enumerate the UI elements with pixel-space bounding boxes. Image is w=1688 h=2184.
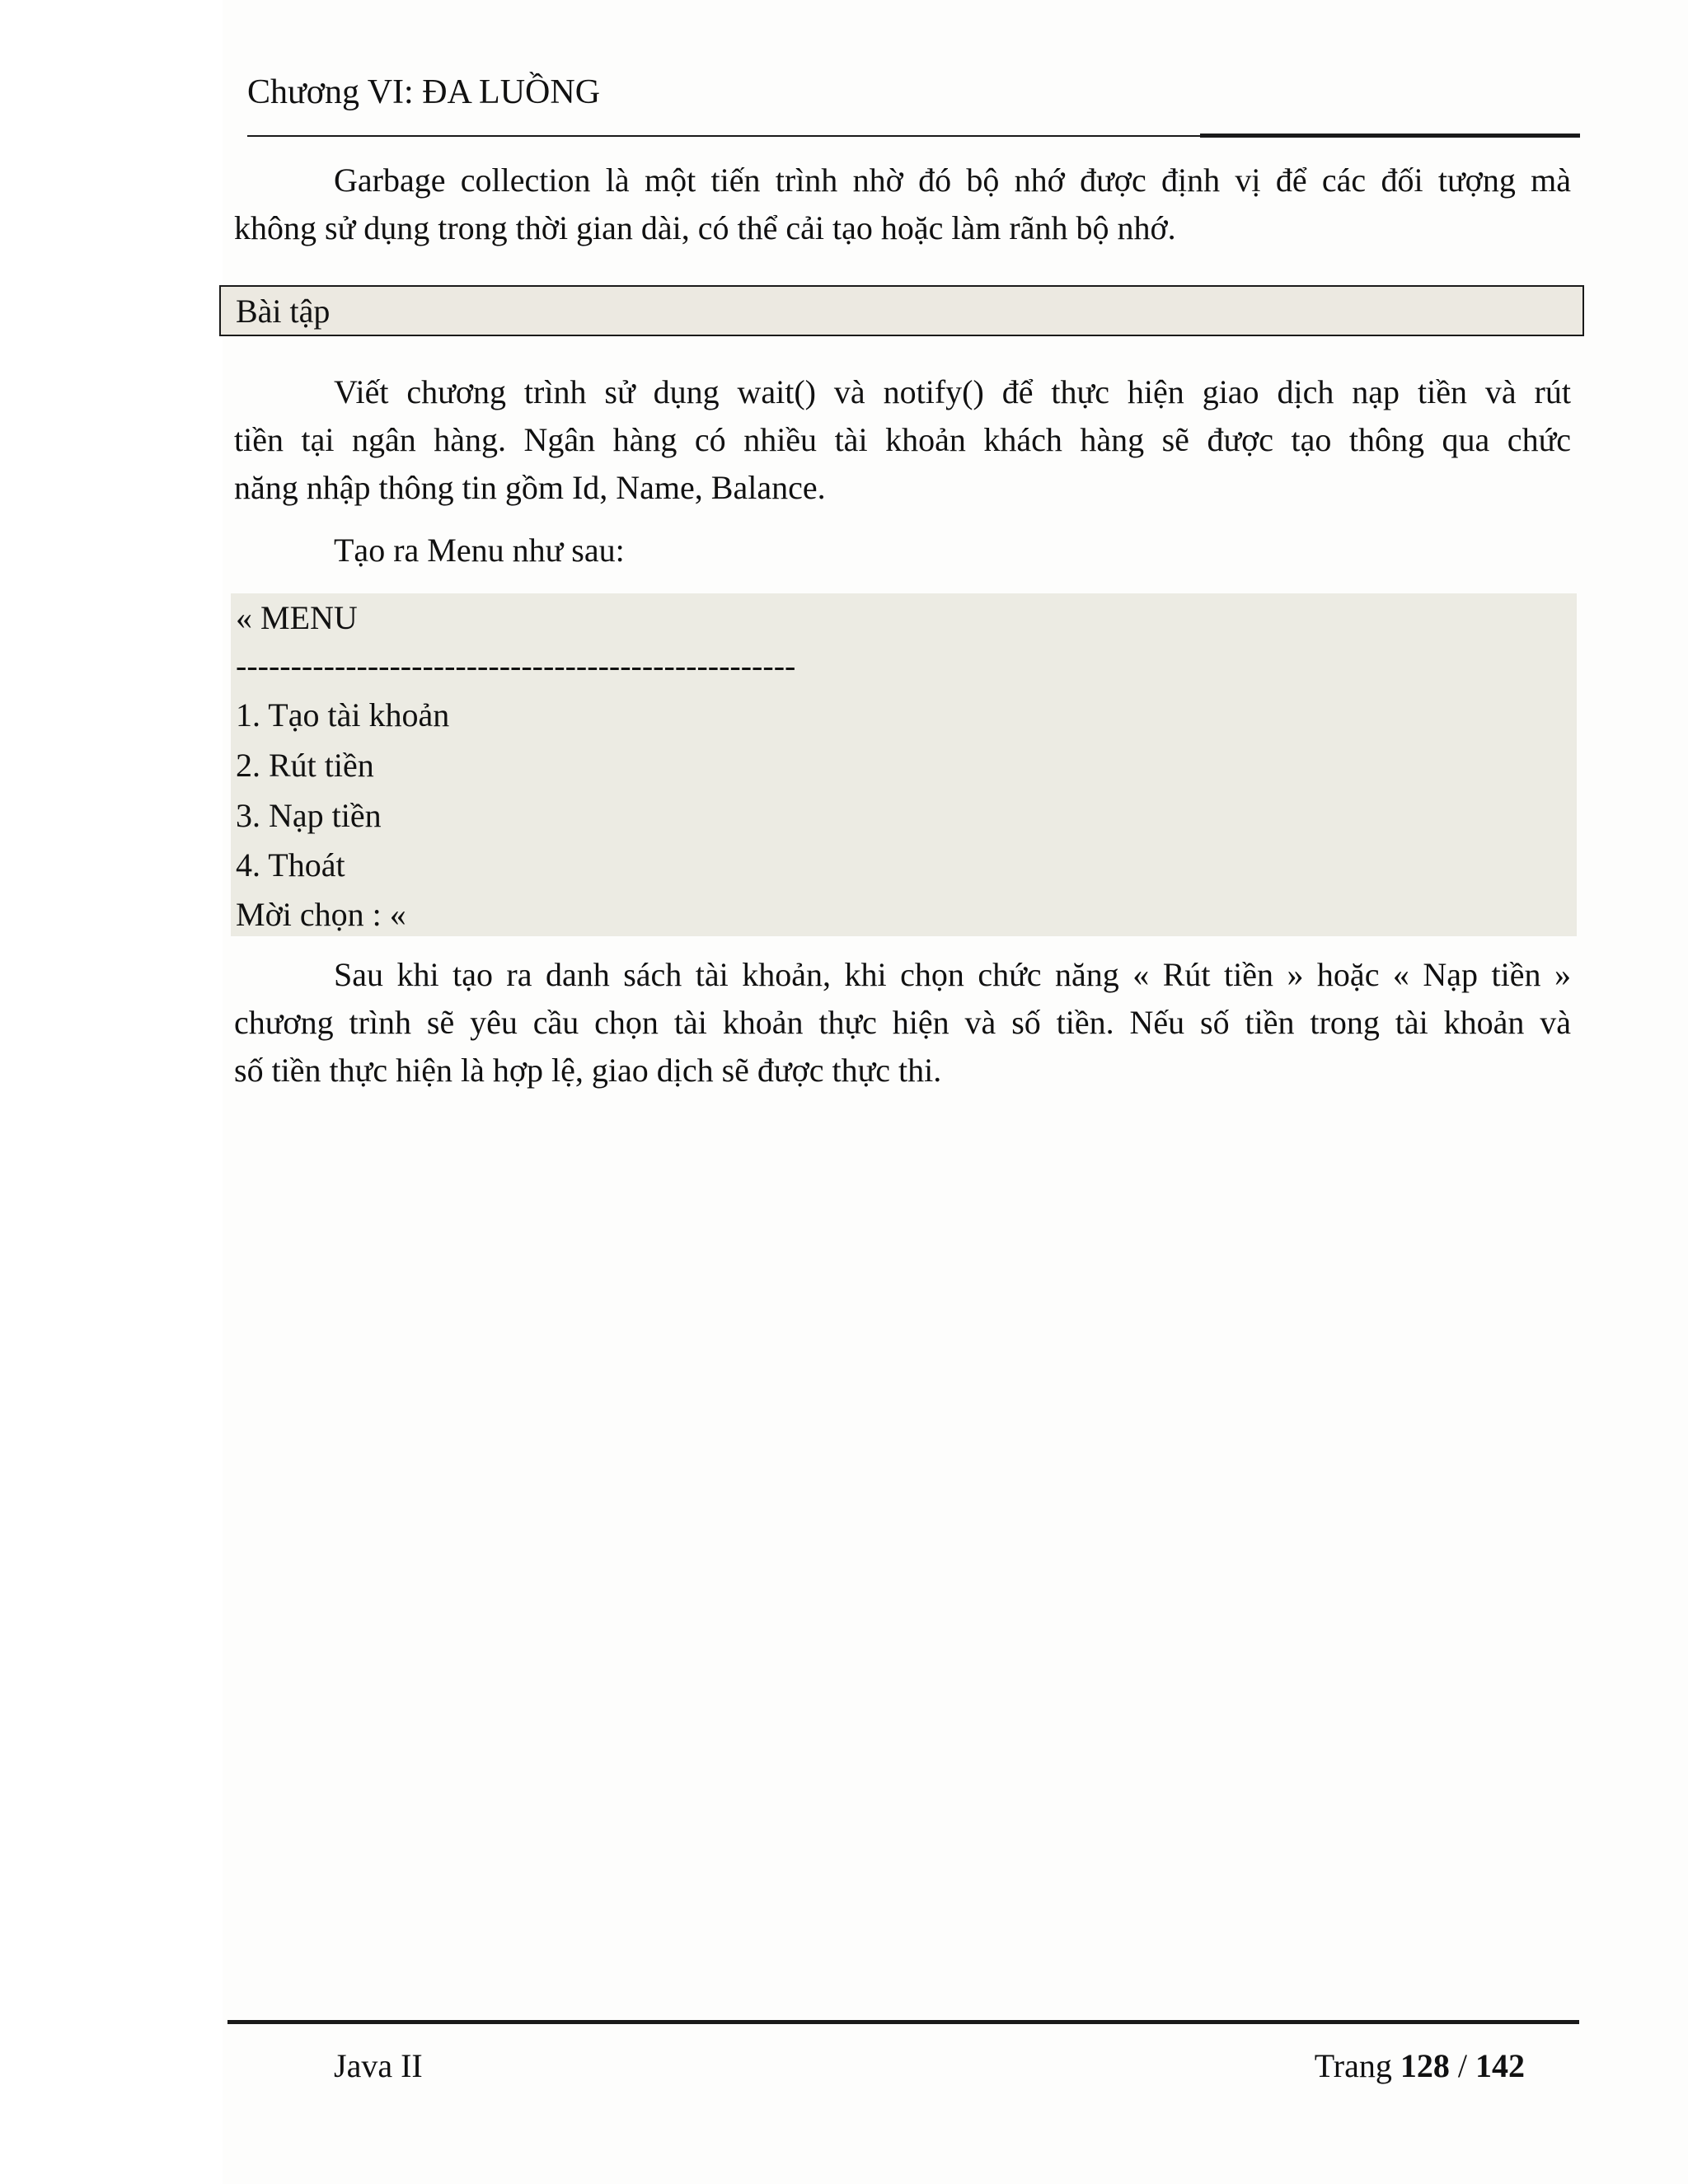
intro-paragraph — [234, 157, 1571, 252]
closing-line-2: chương trình sẽ yêu cầu chọn tài khoản thực hiện và số tiền. Nếu số tiền trong tài khoản và — [234, 1004, 1571, 1041]
task-line-1: Viết chương trình sử dụng wait() và notify() để thực hiện giao dịch nạp tiền và rút — [334, 373, 1571, 410]
header-rule-thin — [247, 135, 1203, 137]
closing-line-3: số tiền thực hiện là hợp lệ, giao dịch sẽ được thực thi. — [234, 1052, 942, 1089]
task-paragraph — [234, 368, 1571, 512]
header-rule-thick — [1200, 134, 1580, 138]
menu-intro: Tạo ra Menu như sau: — [334, 532, 625, 569]
intro-line-2: không sử dụng trong thời gian dài, có thể cải tạo hoặc làm rãnh bộ nhớ. — [234, 209, 1176, 246]
footer-course: Java II — [334, 2047, 423, 2084]
chapter-title: Chương VI: ĐA LUỒNG — [247, 73, 601, 111]
menu-intro-paragraph — [234, 527, 1571, 574]
task-line-3: năng nhập thông tin gồm Id, Name, Balance. — [234, 469, 826, 506]
footer-page-separator: / — [1457, 2047, 1467, 2084]
menu-separator: --------------------------------------------------- — [236, 647, 796, 684]
menu-item-create-account: 1. Tạo tài khoản — [236, 696, 450, 733]
footer-page-current: 128 — [1400, 2047, 1450, 2084]
closing-paragraph — [234, 951, 1571, 1094]
exercise-heading-box — [219, 285, 1584, 336]
menu-title: « MENU — [236, 599, 358, 636]
menu-prompt: Mời chọn : « — [236, 896, 406, 933]
task-line-2: tiền tại ngân hàng. Ngân hàng có nhiều tài khoản khách hàng sẽ được tạo thông qua chức — [234, 421, 1571, 458]
footer-page-number — [1315, 2041, 1525, 2091]
menu-box — [231, 593, 1577, 936]
menu-item-deposit: 3. Nạp tiền — [236, 797, 382, 834]
footer-page-total: 142 — [1475, 2047, 1525, 2084]
intro-line-1: Garbage collection là một tiến trình nhờ đó bộ nhớ được định vị để các đối tượng mà — [334, 162, 1571, 199]
footer-page-prefix: Trang — [1314, 2047, 1392, 2084]
exercise-heading: Bài tập — [236, 293, 331, 330]
menu-item-withdraw: 2. Rút tiền — [236, 747, 374, 784]
closing-line-1: Sau khi tạo ra danh sách tài khoản, khi chọn chức năng « Rút tiền » hoặc « Nạp tiền » — [334, 956, 1571, 993]
footer-rule — [227, 2020, 1579, 2024]
menu-item-exit: 4. Thoát — [236, 846, 345, 883]
